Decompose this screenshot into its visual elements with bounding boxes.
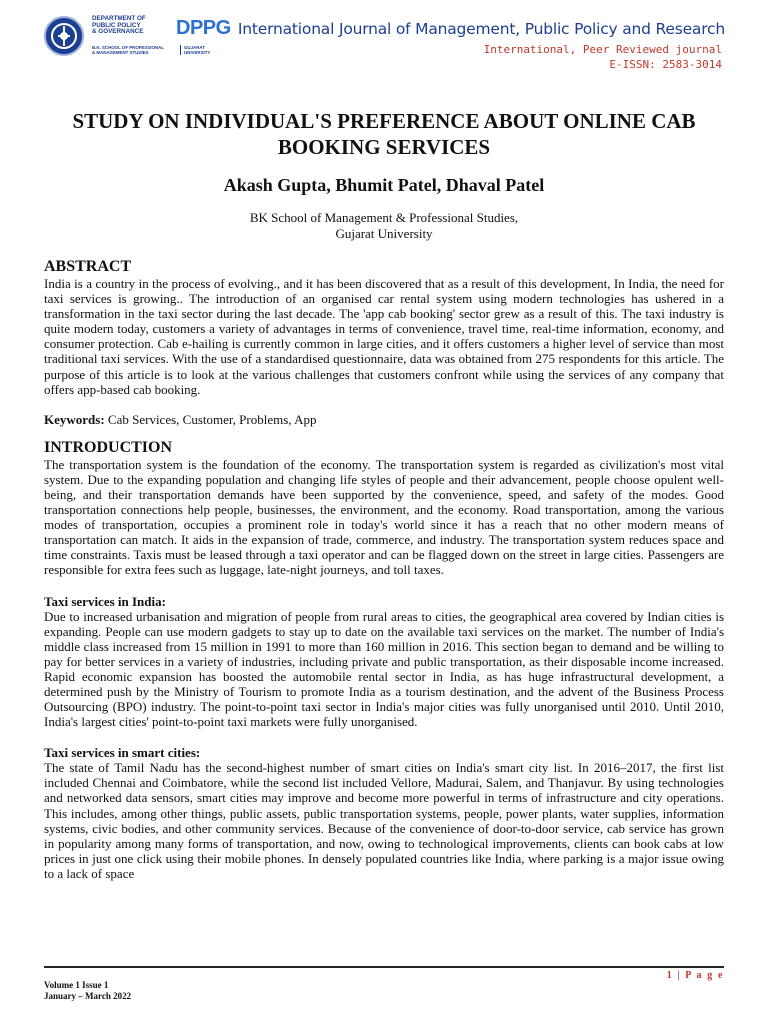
taxi-india-heading: Taxi services in India: bbox=[44, 593, 166, 609]
dppg-logo-icon bbox=[44, 16, 84, 56]
volume-info bbox=[44, 980, 131, 1002]
paper-body bbox=[44, 258, 724, 881]
journal-title: International Journal of Management, Public Policy and Research bbox=[237, 20, 725, 38]
affiliation-line: Gujarat University bbox=[335, 226, 433, 241]
keywords bbox=[44, 412, 724, 427]
abstract-text: India is a country in the process of evolving., and it has been discovered that as a result of this development, In India, the need for taxi services is growing.. The introduction of an organised car rental system using modern technologies has ushered in a transformation in the taxi sector during the last decade. The 'app cab booking' sector grew as a result of this. The taxi industry is quite modern today, customers a variety of advantages in terms of convenience, travel time, real-time information, economy, and consumer protection. Cab e-hailing is currently common in large cities, and it offers customers a higher level of service than most traditional taxi services. With the use of a standardised questionnaire, data was obtained from 275 respondents for this article. The purpose of this article is to look at the various challenges that customers confront while using the services of any company that offers app-based cab booking. bbox=[44, 276, 724, 397]
issue-date: January – March 2022 bbox=[44, 991, 132, 1001]
affiliation-line: BK School of Management & Professional Studies, bbox=[249, 210, 519, 225]
abstract-heading: ABSTRACT bbox=[44, 258, 132, 275]
authors: Akash Gupta, Bhumit Patel, Dhaval Patel bbox=[223, 175, 545, 195]
department-name: DEPARTMENT OF PUBLIC POLICY & GOVERNANCE bbox=[92, 15, 146, 36]
taxi-smart-text: The state of Tamil Nadu has the second-highest number of smart cities on India's smart city list. In 2016–2017, the first list included Chennai and Coimbatore, while the second list included Vellore, Madurai, Salem, and Thanjavur. By using technologies and networked data sensors, smart cities may improve and become more powerful in terms of infrastructure and city operations. This includes, among other things, public assets, public transportation systems, people, power plants, water supplies, information systems, civic bodies, and other community services. Because of the convenience of door-to-door service, cab service has grown in popularity among many forms of transportation, and now, owing to technological improvements, clients can book cabs at low prices in just one click using their mobile phones. In densely populated countries like India, where parking is a major issue owing to a lack of space bbox=[44, 760, 724, 881]
introduction-text: The transportation system is the foundation of the economy. The transportation system is regarded as civilization's most vital system. Due to the expanding population and changing life styles of people and their advancement, people choose opulent well-being, and their transportation demands have been supported by the convenience, speed, and safety of the modes. Good transportation connections help people, businesses, the environment, and the economy. Road transportation, among the various modes of transportation, occupies a prominent role in today's world since it has a reach that no other modern means of transportation can match. It aids in the expansion of trade, commerce, and industry. The transportation system reduces space and time constraints. Taxis must be leased through a taxi operator and can be flagged down on the street in large cities. Passengers are responsible for extra fees such as luggage, late-night journeys, and toll taxes. bbox=[44, 456, 724, 578]
taxi-smart-heading: Taxi services in smart cities: bbox=[44, 745, 201, 761]
university-name: GUJARAT UNIVERSITY bbox=[180, 45, 224, 55]
keywords-label: Keywords: bbox=[44, 411, 105, 427]
page-number: 1 | P a g e bbox=[666, 970, 724, 981]
taxi-india-text: Due to increased urbanisation and migration of people from rural areas to cities, the geographical area covered by Indian cities is expanding. People can use modern gadgets to stay up to date on the available taxi services on the market. The number of India's middle class increased from 15 million in 1991 to more than 160 million in 2016. This section began to demand and be willing to pay for better services in a variety of industries, including private and public transportation, as their disposable income increased. Rapid economic expansion has boosted the automobile rental sector in India, as has huge infrastructural development, a determined push by the Ministry of Tourism to promote India as a tourism destination, and the advent of the Business Process Outsourcing (BPO) industry. The point-to-point taxi sector in India's major cities was fully unorganised until 2010. Until 2010, India's largest cities' point-to-point taxi markets were fully unorganised. bbox=[44, 608, 724, 730]
volume-issue: Volume 1 Issue 1 bbox=[44, 980, 109, 990]
paper-title: STUDY ON INDIVIDUAL'S PREFERENCE ABOUT ONLINE CAB BOOKING SERVICES bbox=[72, 109, 696, 159]
dppg-brand: DPPG bbox=[176, 17, 231, 39]
journal-header bbox=[0, 0, 768, 90]
affiliation bbox=[40, 210, 728, 242]
school-name: B.K. SCHOOL OF PROFESSIONAL & MANAGEMENT STUDIES bbox=[92, 45, 164, 55]
journal-subtitle-block bbox=[484, 42, 722, 72]
journal-subtitle: International, Peer Reviewed journal bbox=[483, 43, 722, 56]
footer-divider bbox=[44, 966, 724, 968]
keywords-text: Cab Services, Customer, Problems, App bbox=[104, 411, 317, 427]
introduction-heading: INTRODUCTION bbox=[44, 438, 173, 456]
issn: E-ISSN: 2583-3014 bbox=[609, 58, 722, 71]
